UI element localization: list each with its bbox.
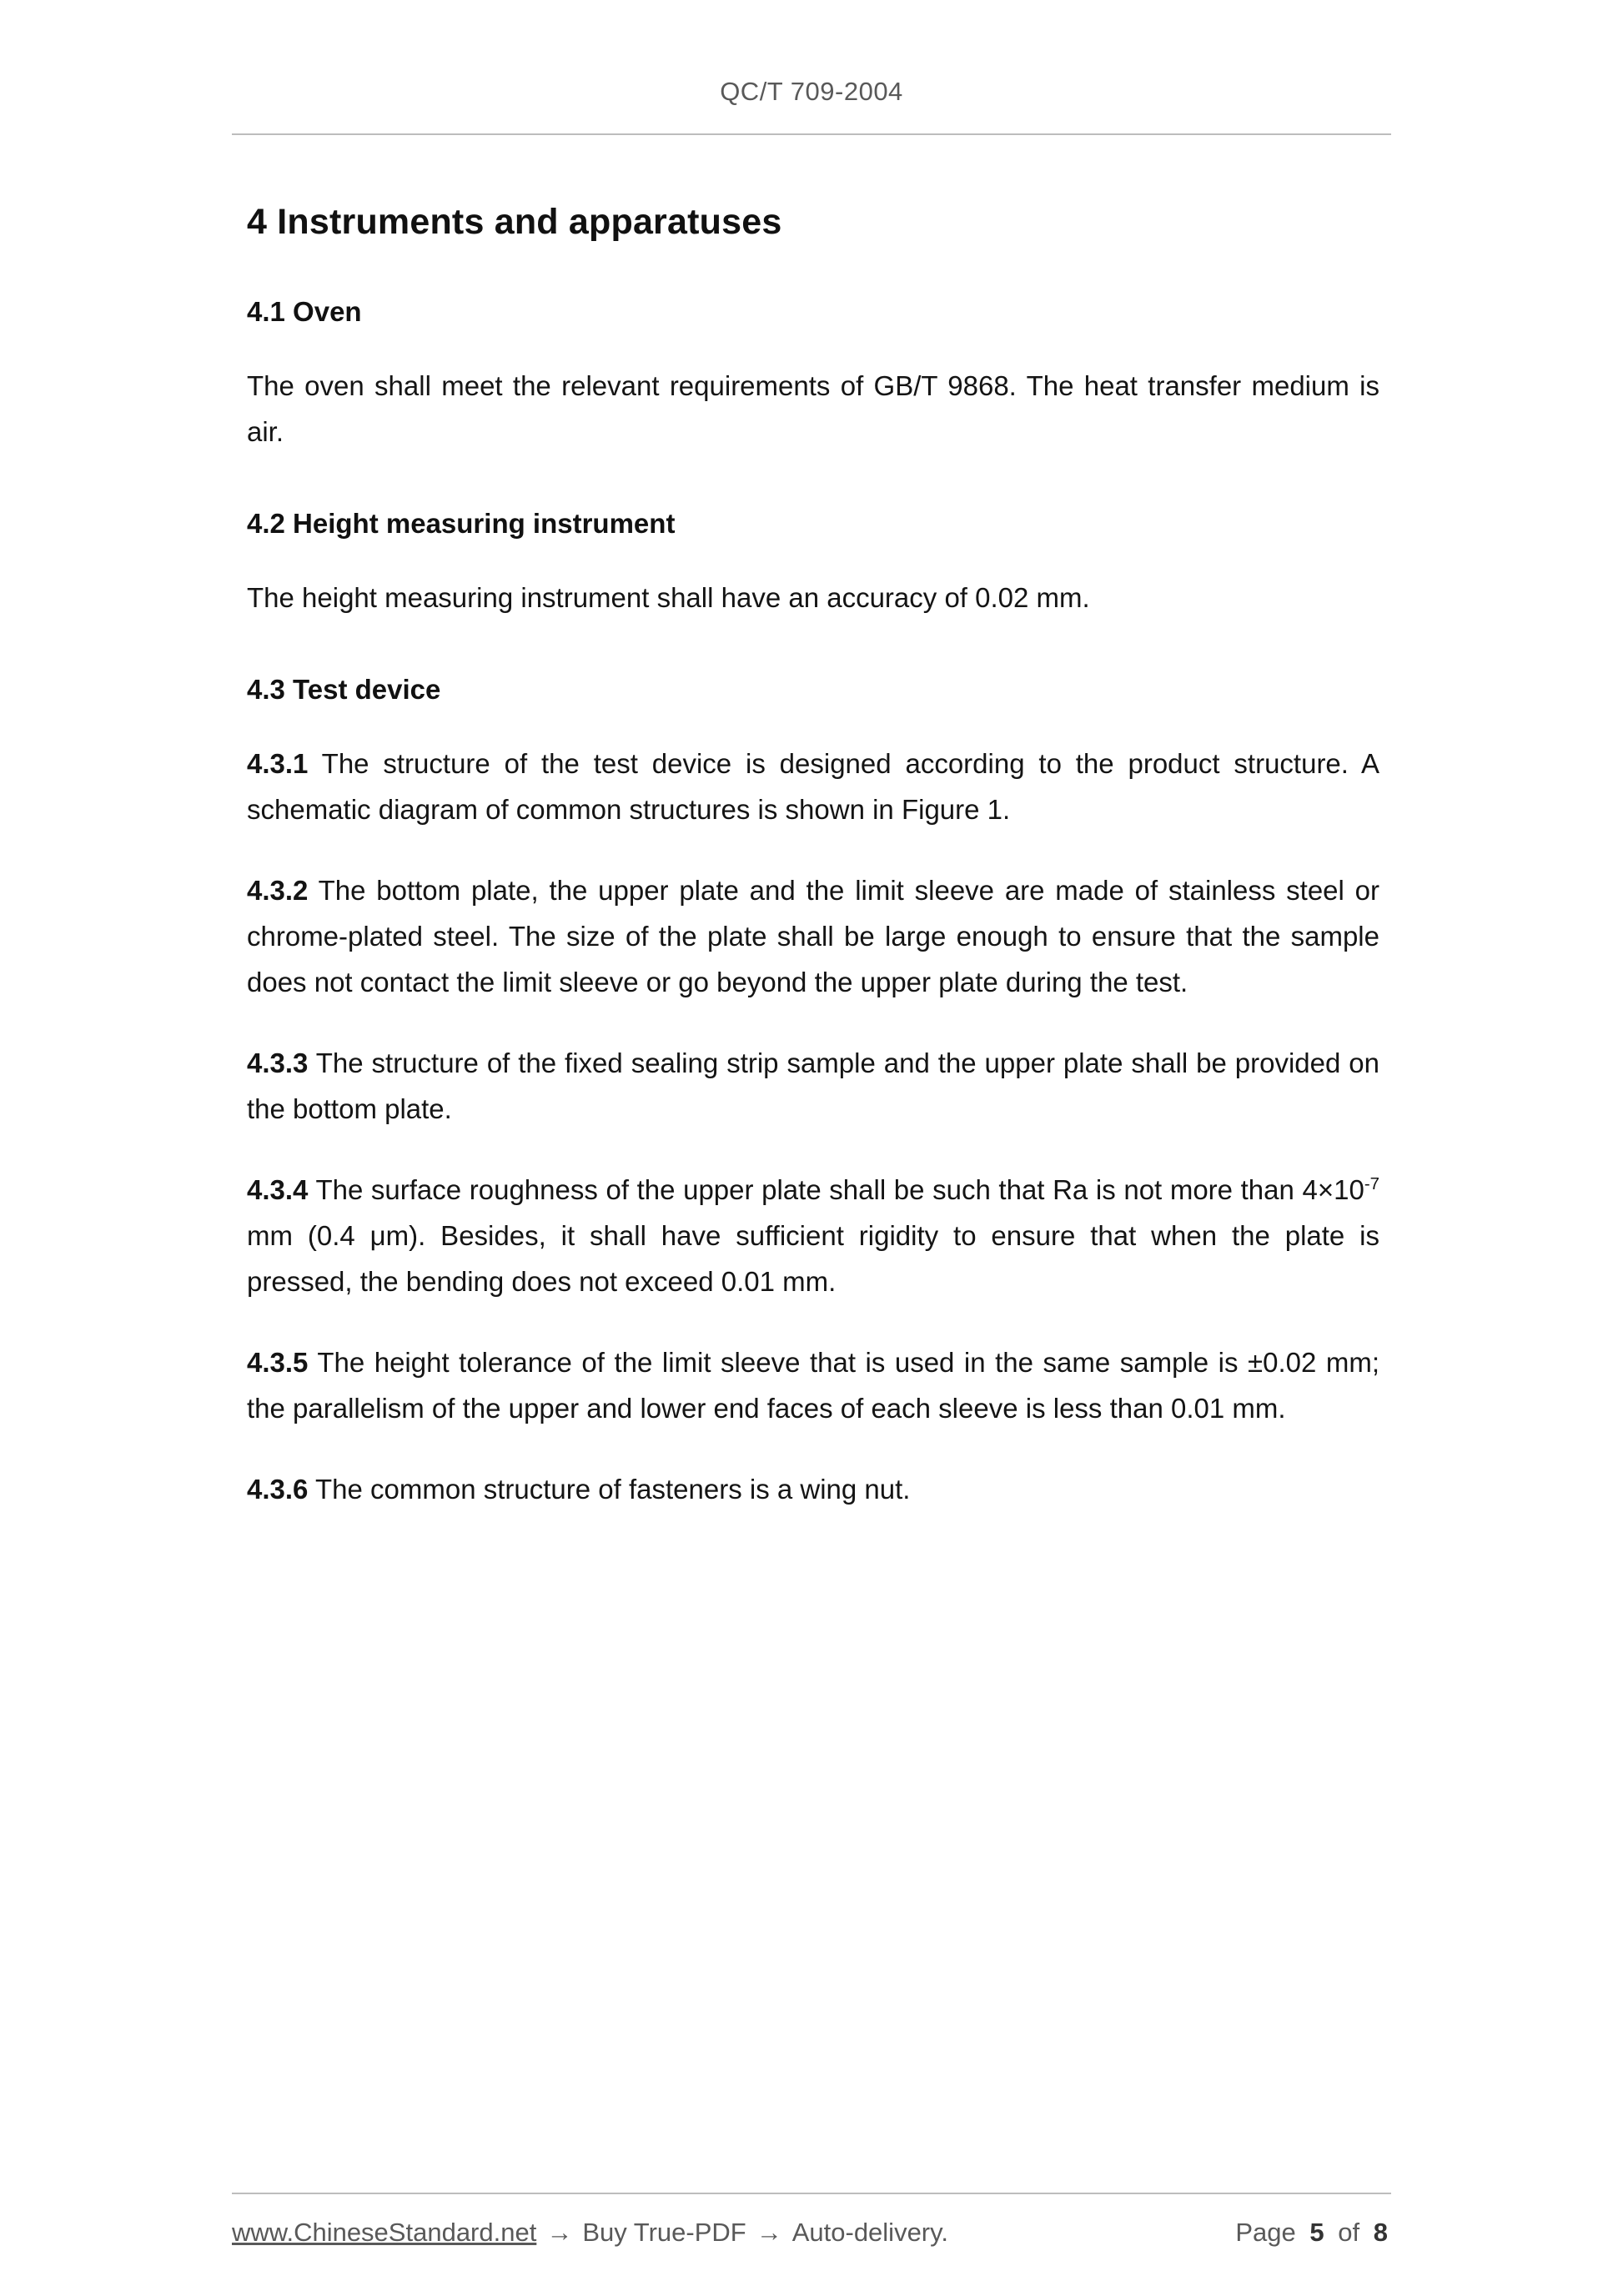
paragraph-4-3-3 xyxy=(247,1040,1379,1132)
footer-action-auto-delivery: Auto-delivery. xyxy=(791,2218,948,2247)
clause-number-4-3-1: 4.3.1 xyxy=(247,748,309,779)
heading-4-3-test-device: 4.3 Test device xyxy=(247,674,441,705)
paragraph-4-3-4 xyxy=(247,1167,1379,1304)
paragraph-4-2: The height measuring instrument shall have an accuracy of 0.02 mm. xyxy=(247,582,1090,613)
page-current: 5 xyxy=(1309,2218,1324,2247)
arrow-right-icon: → xyxy=(546,2218,573,2247)
page-footer xyxy=(232,2193,1391,2248)
clause-text-4-3-6: The common structure of fasteners is a wing nut. xyxy=(314,1474,911,1505)
header-rule xyxy=(232,133,1391,135)
clause-text-4-3-1: The structure of the test device is designed according to the product structure. A schematic diagram of common structures is shown in Figure 1. xyxy=(247,748,1379,825)
site-link[interactable]: www.ChineseStandard.net xyxy=(232,2218,537,2247)
paragraph-4-3-6 xyxy=(247,1466,1379,1512)
superscript-exponent: -7 xyxy=(1364,1174,1379,1193)
page-title: 4 Instruments and apparatuses xyxy=(247,202,782,242)
page-header xyxy=(0,0,1623,135)
footer-links xyxy=(232,2218,948,2248)
paragraph-4-1: The oven shall meet the relevant requirements of GB/T 9868. The heat transfer medium is air. xyxy=(247,370,1379,447)
page-indicator xyxy=(1232,2218,1391,2248)
clause-number-4-3-2: 4.3.2 xyxy=(247,875,309,906)
clause-number-4-3-3: 4.3.3 xyxy=(247,1048,309,1078)
arrow-right-icon: → xyxy=(756,2218,782,2247)
paragraph-4-3-2 xyxy=(247,867,1379,1005)
paragraph-4-3-5 xyxy=(247,1339,1379,1431)
clause-text-4-3-4-pre: The surface roughness of the upper plate shall be such that Ra is not more than 4×10 xyxy=(315,1174,1364,1205)
page-label: Page xyxy=(1235,2218,1296,2247)
footer-rule xyxy=(232,2193,1391,2194)
footer-action-buy-pdf: Buy True-PDF xyxy=(582,2218,746,2247)
clause-text-4-3-4-post: mm (0.4 μm). Besides, it shall have sufficient rigidity to ensure that when the plate is pressed, the bending does not exceed 0.01 mm. xyxy=(247,1220,1379,1297)
clause-text-4-3-5: The height tolerance of the limit sleeve that is used in the same sample is ±0.02 mm; the parallelism of the upper and lower end faces of each sleeve is less than 0.01 mm. xyxy=(247,1347,1379,1424)
page-content xyxy=(247,202,1379,1512)
clause-number-4-3-5: 4.3.5 xyxy=(247,1347,309,1378)
clause-number-4-3-4: 4.3.4 xyxy=(247,1174,309,1205)
clause-text-4-3-2: The bottom plate, the upper plate and the limit sleeve are made of stainless steel or chrome-plated steel. The size of the plate shall be large enough to ensure that the sample does not contact the limit sleeve or go beyond the upper plate during the test. xyxy=(247,875,1379,997)
doc-number: QC/T 709-2004 xyxy=(720,77,903,106)
clause-text-4-3-3: The structure of the fixed sealing strip sample and the upper plate shall be provided on the bottom plate. xyxy=(247,1048,1379,1124)
footer-row xyxy=(232,2218,1391,2248)
of-label: of xyxy=(1338,2218,1360,2247)
clause-number-4-3-6: 4.3.6 xyxy=(247,1474,309,1505)
heading-4-2-height-measuring: 4.2 Height measuring instrument xyxy=(247,508,676,539)
page-total: 8 xyxy=(1373,2218,1388,2247)
heading-4-1-oven: 4.1 Oven xyxy=(247,296,362,327)
paragraph-4-3-1 xyxy=(247,741,1379,832)
